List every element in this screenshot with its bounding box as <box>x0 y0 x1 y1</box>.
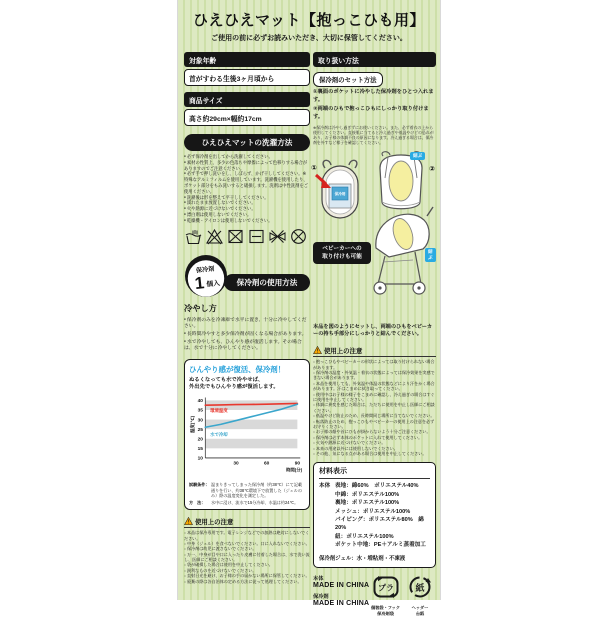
left-caution-header: 使用上の注意 <box>195 518 234 526</box>
svg-text:温度(℃): 温度(℃) <box>189 416 195 434</box>
svg-text:保冷剤: 保冷剤 <box>334 191 346 196</box>
coolant-set-method-header: 保冷剤のセット方法 <box>313 72 383 87</box>
caution-line: ○ 低温やけど防止のため、長時間同じ場所に当てないでください。 <box>313 413 436 418</box>
origin-section <box>313 575 436 621</box>
left-column <box>184 52 310 584</box>
chart-box <box>184 359 310 510</box>
caution-line: ○ 中身（ジェル）を食べないでください。口に入れないでください。 <box>184 541 310 546</box>
no-bleach-icon <box>205 227 224 246</box>
materials-header: 材料表示 <box>319 466 430 479</box>
material-row: 中綿：ポリエステル100% <box>335 491 400 498</box>
stroller-compatibility-note: ベビーカーへの 取り付けも可能 <box>313 242 371 265</box>
caution-line: ○ お子様の顔や首にひもが掛からないよう十分ご注意ください。 <box>313 429 436 434</box>
materials-box <box>313 462 436 568</box>
illustration-area <box>313 150 436 322</box>
svg-text:30: 30 <box>233 462 239 468</box>
wash-instruction: ● 濡れたまま放置しないでください。 <box>184 200 310 206</box>
caution-line: ○ 火気や熱源に近づけないでください。 <box>313 440 436 445</box>
right-caution-header: 使用上の注意 <box>324 347 363 355</box>
svg-text:時間(分): 時間(分) <box>286 467 303 473</box>
svg-text:!: ! <box>187 519 190 526</box>
svg-text:25: 25 <box>197 428 203 434</box>
gel-composition: 保冷剤ジェル：水・増粘剤・不凍液 <box>319 556 406 563</box>
flat-dry-icon <box>247 227 266 246</box>
coolant-usage-header: 保冷剤の使用方法 <box>224 274 310 291</box>
coolant-count-badge <box>184 254 228 298</box>
no-iron-icon <box>289 227 308 246</box>
materials-list <box>319 482 430 549</box>
wash-method-header: ひえひえマットの洗濯方法 <box>184 134 310 151</box>
tie-label-carrier: 結ぶ <box>410 152 425 160</box>
caution-line: ○ 抱っこひもやベビーカーの形状によっては取り付けられない場合があります。 <box>313 359 436 370</box>
svg-text:10: 10 <box>197 457 203 463</box>
no-wring-icon <box>268 227 287 246</box>
svg-text:30: 30 <box>197 418 203 424</box>
caution-line: ○ 廃棄の際は各自治体の定める方法に従って処理してください。 <box>184 579 310 584</box>
wash-instructions-list <box>184 154 310 224</box>
caution-line: ○ 本品は保冷専用です。電子レンジなどでの加熱は絶対にしないでください。 <box>184 530 310 541</box>
size-value: 高さ約29cm×幅約17cm <box>184 109 310 126</box>
caution-line: ○ 万一、中身が目や口に入ったり皮膚に付着した場合は、水で洗い流し、医師にご相談ください。 <box>184 552 310 563</box>
caution-line: ○ 転落防止のため、抱っこひもやベビーカーの使用上の注意を必ずお守りください。 <box>313 419 436 430</box>
test-method-note: 方 法： 水中に浸け、流水で15分冷却、水温は約24℃。 <box>189 500 299 506</box>
test-conditions-note: 試験条件： 温まりきってしまった保冷剤（約38℃）にて記載通りを行い、約38℃環境下で放置した（ジェルのみ）際の温度変化を測定した。 <box>189 482 303 498</box>
svg-text:紙: 紙 <box>415 583 425 594</box>
cooling-instruction: ● 保冷剤のみを冷凍庫で水平に置き、十分に冷やしてください。 <box>184 317 310 331</box>
material-row: メッシュ：ポリエステル100% <box>335 508 411 515</box>
cooling-instruction: ● 水で冷やしても、ひんやり感が復活します。その場合は、水で十分に冷やしてください。 <box>184 339 310 353</box>
wash-instruction: ● 必ず手で押し洗いをし、しぼらず、かげ干ししてください。※特殊なアルミフィルムを使用しています。洗濯機を使用したり、ポケット部分をもみ洗いすると破損します。洗剤は中性洗剤をご使用ください。 <box>184 171 310 194</box>
caution-line: ○ 保冷剤は必ず本体のポケットに入れて使用してください。 <box>313 435 436 440</box>
wash-instruction: ● 洗濯後は形を整えて平干ししてください。 <box>184 195 310 201</box>
hand-wash-icon <box>184 227 203 246</box>
material-row: 本体 表地：綿60% ポリエステル40% <box>319 483 419 490</box>
wash-instruction: ● 乾燥機・アイロンは使用しないでください。 <box>184 218 310 224</box>
svg-text:環境温度: 環境温度 <box>210 408 228 414</box>
left-caution-list <box>184 530 310 584</box>
insert-sheet <box>177 0 441 616</box>
origin-row: 保冷剤 MADE IN CHINA <box>313 594 370 608</box>
age-header: 対象年齢 <box>184 52 310 67</box>
handling-step-2: ②両端のひもで抱っこひもにしっかり取り付けます。 <box>313 106 429 121</box>
age-value: 首がすわる生後3ヶ月頃から <box>184 69 310 86</box>
left-caution-section <box>184 517 310 584</box>
mat-back-illustration <box>313 156 367 222</box>
cooling-instruction: ● 長時間冷やすと多少保冷剤が固くなる場合があります。 <box>184 331 310 339</box>
tie-label-stroller: 結ぶ <box>425 248 436 262</box>
material-row: パイピング：ポリエステル80% 綿20% <box>335 516 424 532</box>
svg-text:個入: 個入 <box>206 279 221 289</box>
chart-title: ひんやり感が復活、保冷剤！ <box>189 365 286 375</box>
svg-text:!: ! <box>316 348 319 355</box>
wash-instruction: ● 漂白剤は使用しないでください。 <box>184 212 310 218</box>
material-row: ポケット中地：PE＋アルミ蒸着加工 <box>335 542 426 549</box>
chart-desc: ぬるくなっても水で冷やせば、 外出先でもひんやり感が復活します。 <box>189 377 279 391</box>
size-header: 商品サイズ <box>184 92 310 107</box>
caution-line: ○ 袋が破損した場合は使用を中止してください。 <box>184 562 310 567</box>
plastic-recycle-mark: プラ 個装袋・フック 保冷剤袋 <box>371 575 400 616</box>
origin-row: 本体 MADE IN CHINA <box>313 576 370 590</box>
handling-note: ※保冷剤は冷やし過ぎずにお使いください。また、必ず着衣の上から使用してください。直接肌に当てると冷え過ぎや低温やけどの恐れがあり、お子様の体調不良の原因になります。冷え過ぎる場合は、保冷剤を外すなど様子を確認してください。 <box>313 124 434 146</box>
warning-icon <box>313 346 322 354</box>
laundry-icons <box>184 227 310 246</box>
wash-instruction: ● 火や熱源に近づけないでください。 <box>184 206 310 212</box>
paper-recycle-mark: 紙 ヘッダー 台紙 <box>408 575 432 616</box>
caution-line: ○ 本品を使用しても、外気温や体温の状態などにより汗をかく場合があります。汗はこまめに拭き取ってください。 <box>313 381 436 392</box>
cooling-how-header: 冷やし方 <box>184 303 217 313</box>
step-2-marker: ② <box>429 165 435 173</box>
svg-text:90: 90 <box>294 462 301 468</box>
svg-text:水で冷却: 水で冷却 <box>210 432 228 438</box>
right-caution-list <box>313 359 436 456</box>
product-subtitle: ご使用の前に必ずお読みいただき、大切に保管してください。 <box>211 35 407 42</box>
caution-line: ○ 使用中はお子様の様子をこまめに確認し、冷え過ぎの場合はすぐに使用を中止してください。 <box>313 392 436 403</box>
caution-line: ○ その他、気になる点がある場合は使用を中止してください。 <box>313 451 436 456</box>
cooling-instructions-list <box>184 317 310 354</box>
material-row: 紐：ポリエステル100% <box>335 533 394 540</box>
material-row: 裏地：ポリエステル100% <box>335 500 400 507</box>
svg-text:1: 1 <box>193 272 206 293</box>
caution-line: ○ 本来の用途以外には使用しないでください。 <box>313 446 436 451</box>
caution-line: ○ 体調に異変を感じた場合は、ただちに使用を中止し医師にご相談ください。 <box>313 402 436 413</box>
svg-text:保冷剤: 保冷剤 <box>195 265 215 275</box>
caution-line: ○ 保冷剤は幼児に渡さないでください。 <box>184 546 310 551</box>
svg-text:20: 20 <box>197 437 203 443</box>
caution-line: ○ 鋭利なものを近づけないでください。 <box>184 568 310 573</box>
wash-instruction: ● 素材の性質上、多少の色落ちや摩擦によって色移りする場合がありますのでご注意ください。 <box>184 160 310 172</box>
warning-icon <box>184 517 193 525</box>
no-tumble-dry-icon <box>226 227 245 246</box>
caution-line: ○ 保冷剤の温度・外気温・着衣の状態によっては保冷効果を実感できない場合があります。 <box>313 370 436 381</box>
handling-header: 取り扱い方法 <box>313 52 436 67</box>
svg-text:プラ: プラ <box>377 583 394 593</box>
svg-text:40: 40 <box>197 399 203 405</box>
right-column <box>313 52 436 621</box>
wash-instruction: ● 必ず保冷剤を出してから洗濯してください。 <box>184 154 310 160</box>
svg-text:60: 60 <box>264 462 270 468</box>
svg-text:35: 35 <box>197 409 203 415</box>
svg-text:15: 15 <box>197 447 203 453</box>
stroller-caption: 本品を図のようにセットし、両端のひもをベビーカーの持ち手部分にしっかりと結んでください。 <box>313 323 433 338</box>
product-title: ひえひえマット【抱っこひも用】 <box>193 12 425 29</box>
step-1-marker: ① <box>311 164 317 172</box>
cooling-chart <box>189 391 306 475</box>
caution-line: ○ 直射日光を避け、お子様の手の届かない場所に保管してください。 <box>184 573 310 578</box>
coolant-badge-row <box>184 254 310 298</box>
handling-step-1: ①裏面のポケットに冷やした保冷剤をひとつ入れます。 <box>313 89 434 103</box>
right-caution-section <box>313 346 436 457</box>
